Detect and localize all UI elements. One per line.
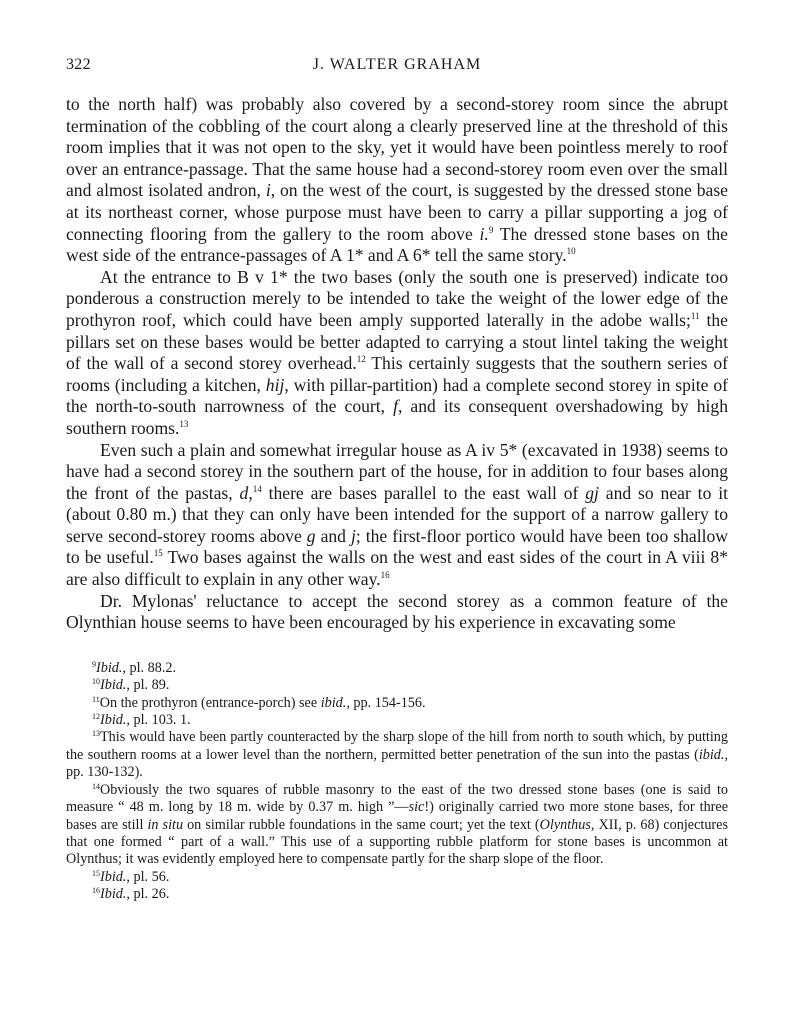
footnote-13: $^{13}$This would have been partly counteracted by the sharp slope of the hill from north to south which, by putting the southern rooms at a lower level than the northern, permitted better penetration of the sun into the pastas (ibid., pp. 130-132). [66,729,728,781]
footnote-15: $^{15}$Ibid., pl. 56. [92,868,170,885]
page [66,56,728,904]
footnote-ref-15: 15 [153,548,163,559]
footnotes [66,660,728,904]
paragraph-4: Dr. Mylonas' reluctance to accept the second storey as a common feature of the Olynthian house seems to have been encouraged by his experience in excavating some [66,590,728,633]
paragraph-2: At the entrance to B v 1* the two bases (only the south one is preserved) indicate too ponderous a construction merely to be intended to take the weight of the lower edge of the prothyron roof, which could have been amply supported laterally in the adobe walls;$^{11}$ the pillars set on these bases would be better adapted to carrying a stout lintel taking the weight of the wall of a second storey overhead.$^{12}$ This certainly suggests that the southern series of rooms (including a kitchen, hij, with pillar-partition) had a complete second storey in spite of the north-to-south narrowness of the court, f, and its consequent overshadowing by high southern rooms.$^{13}$ [66,266,728,438]
footnote-11: $^{11}$On the prothyron (entrance-porch) see ibid., pp. 154-156. [92,694,426,711]
body-text [66,94,728,634]
footnote-14: $^{14}$Obviously the two squares of rubble masonry to the east of the two dressed stone bases (one is said to measure “ 48 m. long by 18 m. wide by 0.37 m. high ”—sic!) originally carried two more stone bases, for three bases are still in situ on similar rubble foundations in the same court; yet the text (Olynthus, XII, p. 68) conjectures that one formed “ part of a wall.” This use of a supporting rubble platform for stone bases is uncommon at Olynthus; it was evidently employed here to compensate partly for the sharp slope of the floor. [66,781,728,868]
paragraph-1: to the north half) was probably also covered by a second-storey room since the abrupt termination of the cobbling of the court along a clearly preserved line at the threshold of this room implies that it was not open to the sky, yet it would have been pointless merely to roof over an entrance-passage. That the same house had a second-storey room even over the small and almost isolated andron, i, on the west of the court, is suggested by the dressed stone base at its northeast corner, whose purpose must have been to carry a pillar supporting a jog of connecting flooring from the gallery to the room above i.$^9$ The dressed stone bases on the west side of the entrance-passages of A 1* and A 6* tell the same story.$^{10}$ [66,94,728,266]
footnote-ref-14: 14 [252,483,262,494]
page-header [66,56,728,82]
footnote-16: $^{16}$Ibid., pl. 26. [92,886,170,903]
page-number: 322 [66,56,91,73]
footnote-ref-10: 10 [566,246,576,257]
paragraph-3: Even such a plain and somewhat irregular house as A iv 5* (excavated in 1938) seems to have had a second storey in the southern part of the house, for in addition to four bases along the front of the pastas, d,$^{14}$ there are bases parallel to the east wall of gj and so near to it (about 0.80 m.) that they can only have been intended for the support of a narrow gallery to serve second-storey rooms above g and j; the first-floor portico would have been too shallow to be useful.$^{15}$ Two bases against the walls on the west and east sides of the court in A viii 8* are also difficult to explain in any other way.$^{16}$ [66,439,728,590]
footnote-ref-16: 16 [380,570,390,581]
footnote-ref-13: 13 [179,418,189,429]
footnote-ref-11: 11 [690,310,700,321]
footnote-ref-12: 12 [356,354,366,365]
footnote-10: $^{10}$Ibid., pl. 89. [92,677,170,694]
footnote-12: $^{12}$Ibid., pl. 103. 1. [92,712,191,729]
footnote-9: $^9$Ibid., pl. 88.2. [92,659,177,676]
footnote-ref-9: 9 [488,224,494,235]
running-head: J. WALTER GRAHAM [312,56,482,73]
